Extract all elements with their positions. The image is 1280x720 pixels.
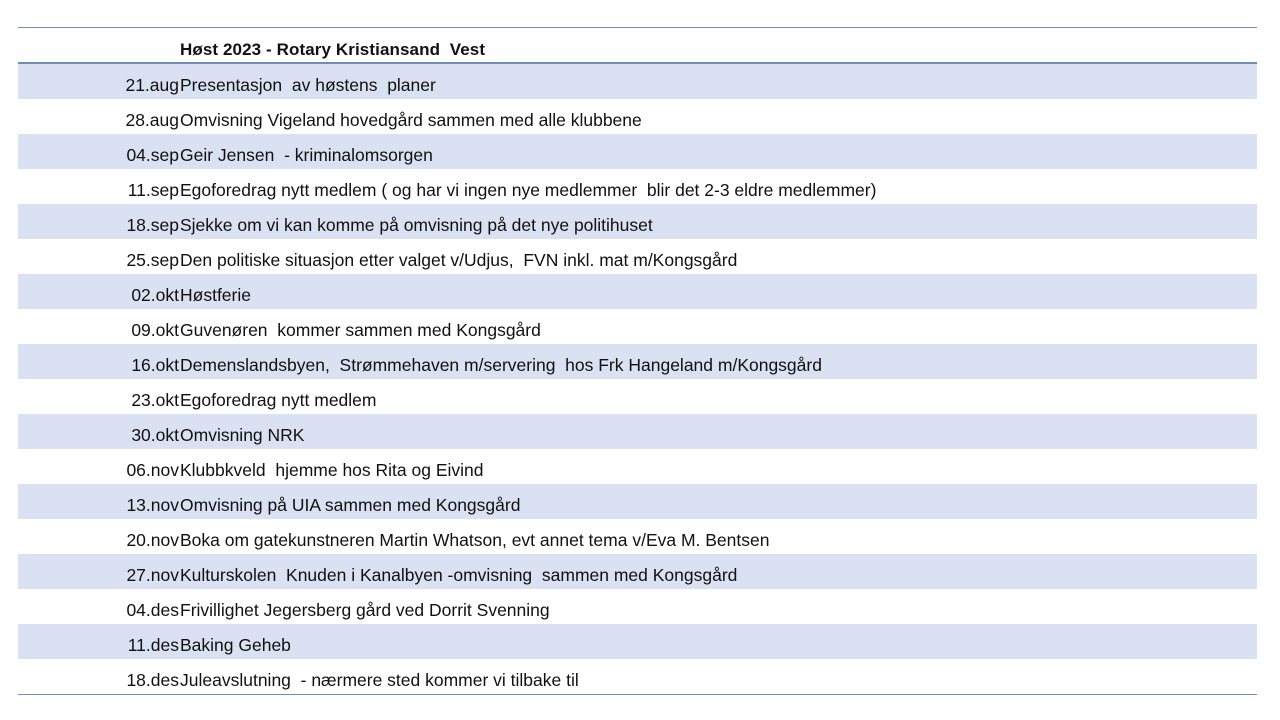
row-date: 25.sep <box>126 250 179 270</box>
row-description: Den politiske situasjon etter valget v/Udjus, FVN inkl. mat m/Kongsgård <box>180 250 738 270</box>
row-description: Klubbkveld hjemme hos Rita og Eivind <box>180 460 484 480</box>
row-description: Omvisning Vigeland hovedgård sammen med alle klubbene <box>180 110 642 130</box>
table-row <box>18 449 1257 484</box>
table-row <box>18 239 1257 274</box>
row-description: Demenslandsbyen, Strømmehaven m/servering hos Frk Hangeland m/Kongsgård <box>180 355 822 375</box>
row-description: Guvenøren kommer sammen med Kongsgård <box>180 320 541 340</box>
row-description: Sjekke om vi kan komme på omvisning på det nye politihuset <box>180 215 653 235</box>
row-description: Egoforedrag nytt medlem <box>180 390 377 410</box>
row-date: 13.nov <box>126 495 179 515</box>
row-description: Presentasjon av høstens planer <box>180 75 436 95</box>
row-description: Høstferie <box>180 285 251 305</box>
row-date: 23.okt <box>131 390 179 410</box>
table-row <box>18 274 1257 309</box>
schedule-table <box>18 27 1257 695</box>
table-row <box>18 379 1257 414</box>
row-date: 11.des <box>127 635 179 655</box>
row-description: Geir Jensen - kriminalomsorgen <box>180 145 433 165</box>
table-row <box>18 659 1257 694</box>
row-date: 04.sep <box>126 145 179 165</box>
row-date: 27.nov <box>126 565 179 585</box>
table-row <box>18 309 1257 344</box>
row-date: 02.okt <box>131 285 179 305</box>
table-row <box>18 624 1257 659</box>
table-body <box>18 64 1257 694</box>
table-row <box>18 134 1257 169</box>
row-description: Boka om gatekunstneren Martin Whatson, evt annet tema v/Eva M. Bentsen <box>180 530 770 550</box>
row-date: 18.des <box>126 670 179 690</box>
table-row <box>18 169 1257 204</box>
table-header-row <box>18 28 1257 62</box>
row-date: 11.sep <box>127 180 179 200</box>
row-date: 20.nov <box>126 530 179 550</box>
row-date: 04.des <box>126 600 179 620</box>
row-description: Baking Geheb <box>180 635 291 655</box>
row-date: 18.sep <box>126 215 179 235</box>
table-row <box>18 64 1257 99</box>
table-row <box>18 204 1257 239</box>
row-description: Omvisning NRK <box>180 425 305 445</box>
row-description: Egoforedrag nytt medlem ( og har vi ingen nye medlemmer blir det 2-3 eldre medlemmer) <box>180 180 877 200</box>
table-bottom-border <box>18 694 1257 695</box>
row-date: 16.okt <box>131 355 179 375</box>
row-date: 06.nov <box>126 460 179 480</box>
row-date: 09.okt <box>131 320 179 340</box>
row-description: Juleavslutning - nærmere sted kommer vi tilbake til <box>180 670 579 690</box>
row-description: Omvisning på UIA sammen med Kongsgård <box>180 495 521 515</box>
row-date: 30.okt <box>131 425 179 445</box>
table-title: Høst 2023 - Rotary Kristiansand Vest <box>180 40 486 59</box>
row-description: Kulturskolen Knuden i Kanalbyen -omvisning sammen med Kongsgård <box>180 565 738 585</box>
table-row <box>18 414 1257 449</box>
table-row <box>18 484 1257 519</box>
row-date: 28.aug <box>125 110 179 130</box>
table-row <box>18 519 1257 554</box>
table-row <box>18 99 1257 134</box>
table-row <box>18 589 1257 624</box>
table-row <box>18 554 1257 589</box>
row-description: Frivillighet Jegersberg gård ved Dorrit Svenning <box>180 600 550 620</box>
table-row <box>18 344 1257 379</box>
row-date: 21.aug <box>125 75 179 95</box>
